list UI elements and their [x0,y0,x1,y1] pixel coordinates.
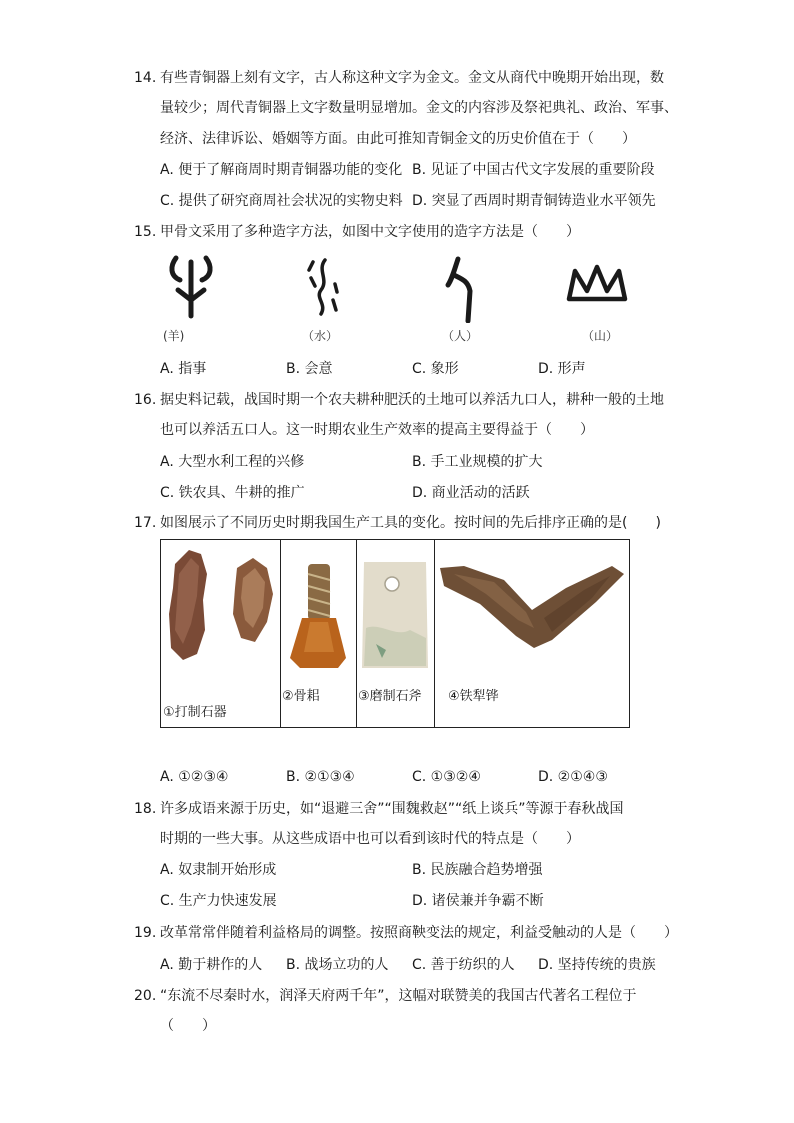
question-stem: 甲骨文采用了多种造字方法，如图中文字使用的造字方法是（ ） [160,224,580,240]
option-c[interactable]: C. 铁农具、牛耕的推广 [160,485,305,501]
option-b[interactable]: B. 会意 [286,361,333,377]
question-stem-line: 经济、法律诉讼、婚姻等方面。由此可推知青铜金文的历史价值在于（ ） [160,131,636,147]
question-stem-line: 许多成语来源于历史，如“退避三舍”“围魏救赵”“纸上谈兵”等源于春秋战国 [160,801,624,817]
option-b[interactable]: B. ②①③④ [286,769,355,785]
question-stem-line: “东流不尽秦时水，润泽天府两千年”，这幅对联赞美的我国古代著名工程位于 [160,988,637,1004]
option-c[interactable]: C. 生产力快速发展 [160,893,277,909]
tool-caption: ④铁犁铧 [448,689,499,704]
question-stem-line: 也可以养活五口人。这一时期农业生产效率的提高主要得益于（ ） [160,422,594,438]
question-stem-line: （ ） [160,1018,216,1034]
tool-cell-polished-axe [356,540,435,727]
tools-image-table [160,539,630,728]
question-stem-line: 量较少；周代青铜器上文字数量明显增加。金文的内容涉及祭祀典礼、政治、军事、 [160,100,678,116]
question-number: 20. [134,988,157,1004]
option-d[interactable]: D. 商业活动的活跃 [412,485,530,501]
option-a[interactable]: A. 奴隶制开始形成 [160,862,277,878]
option-a[interactable]: A. ①②③④ [160,769,229,785]
polished-stone-axe-image [356,558,434,698]
oracle-glyph-mountain [565,263,629,303]
oracle-glyph-water [305,258,341,316]
option-a[interactable]: A. 便于了解商周时期青铜器功能的变化 [160,162,403,178]
option-c[interactable]: C. 提供了研究商周社会状况的实物史料 [160,193,403,209]
tool-caption: ②骨耜 [282,689,320,704]
option-d[interactable]: D. 形声 [538,361,586,377]
question-stem-line: 有些青铜器上刻有文字，古人称这种文字为金文。金文从商代中晚期开始出现，数 [160,70,664,86]
tool-caption: ③磨制石斧 [358,689,422,704]
question-number: 18. [134,801,157,817]
bone-spade-image [280,560,356,700]
option-c[interactable]: C. 善于纺织的人 [412,957,515,973]
question-number: 19. [134,925,157,941]
tool-caption: ①打制石器 [163,705,227,720]
question-stem: 改革常常伴随着利益格局的调整。按照商鞅变法的规定，利益受触动的人是（ ） [160,925,678,941]
glyph-caption: （山） [582,329,619,343]
tool-cell-chipped-stone [161,540,281,727]
iron-plough-share-image [434,558,628,678]
option-c[interactable]: C. 象形 [412,361,459,377]
glyph-caption: (羊) [163,329,185,343]
tool-cell-bone-spade [280,540,357,727]
tool-cell-iron-plough [434,540,630,727]
chipped-stone-tools-image [161,544,279,674]
glyph-caption: （人） [442,329,479,343]
option-a[interactable]: A. 指事 [160,361,207,377]
oracle-glyph-person [440,255,480,323]
question-number: 15. [134,224,157,240]
oracle-glyph-sheep [166,252,216,320]
question-number: 16. [134,392,157,408]
question-number: 17. [134,515,157,531]
question-stem: 如图展示了不同历史时期我国生产工具的变化。按时间的先后排序正确的是( ) [160,515,661,531]
question-stem-line: 据史料记载，战国时期一个农夫耕种肥沃的土地可以养活九口人，耕种一般的土地 [160,392,664,408]
option-d[interactable]: D. 诸侯兼并争霸不断 [412,893,544,909]
option-d[interactable]: D. 坚持传统的贵族 [538,957,656,973]
option-d[interactable]: D. 突显了西周时期青铜铸造业水平领先 [412,193,656,209]
glyph-caption: （水） [302,329,339,343]
option-d[interactable]: D. ②①④③ [538,769,608,785]
option-b[interactable]: B. 民族融合趋势增强 [412,862,543,878]
option-b[interactable]: B. 见证了中国古代文字发展的重要阶段 [412,162,655,178]
option-c[interactable]: C. ①③②④ [412,769,481,785]
option-b[interactable]: B. 手工业规模的扩大 [412,454,543,470]
option-b[interactable]: B. 战场立功的人 [286,957,389,973]
option-a[interactable]: A. 勤于耕作的人 [160,957,263,973]
option-a[interactable]: A. 大型水利工程的兴修 [160,454,305,470]
question-number: 14. [134,70,157,86]
question-stem-line: 时期的一些大事。从这些成语中也可以看到该时代的特点是（ ） [160,831,580,847]
